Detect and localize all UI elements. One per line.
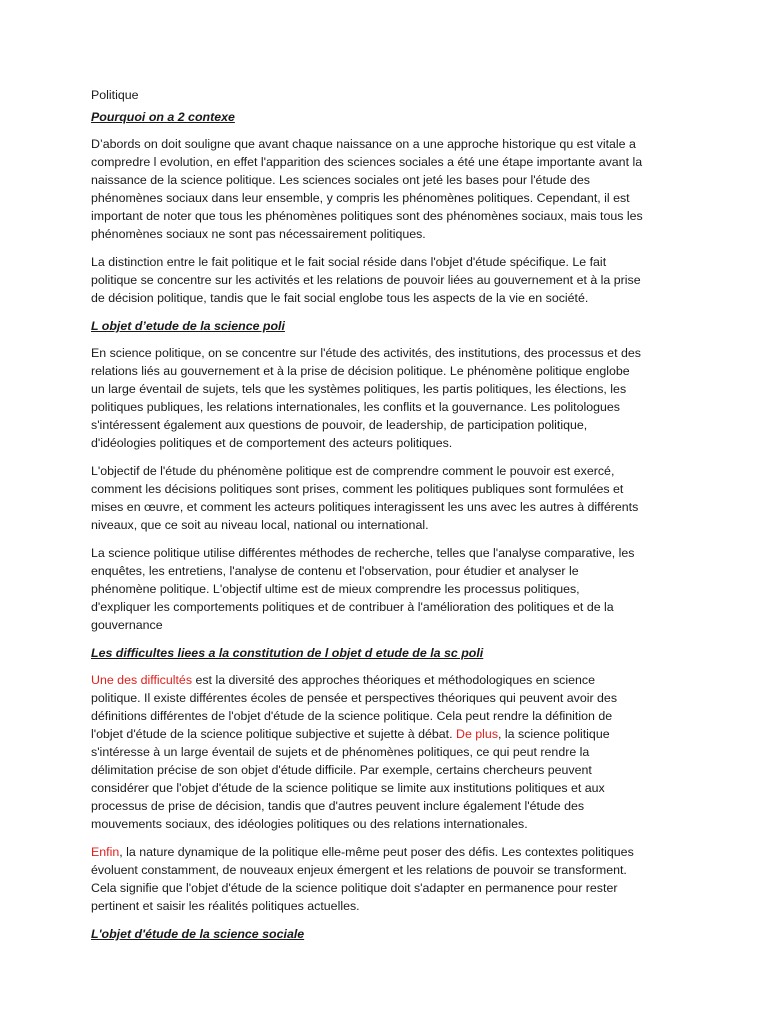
paragraph xyxy=(91,135,681,243)
paragraph-text: D’abords on doit souligne que avant chaque naissance on a une approche historique qu est vitale a compredre l evolution, en effet l'apparition des sciences sociales a été une étape importante avant la naissance de la science politique. Les sciences sociales ont jeté les bases pour l'étude des phénomènes sociaux dans leur ensemble, y compris les phénomènes politiques. Cependant, il est important de noter que tous les phénomènes politiques sont des phénomènes sociaux, mais tous les phénomènes sociaux ne sont pas nécessairement politiques. xyxy=(91,137,643,241)
paragraph-text: La distinction entre le fait politique et le fait social réside dans l'objet d'étude spécifique. Le fait politique se concentre sur les activités et les relations de pouvoir liées au gouvernement et à la prise de décision politique, tandis que le fait social englobe tous les aspects de la vie en société. xyxy=(91,255,641,305)
document-title: Politique xyxy=(91,88,139,102)
paragraph-text: , la nature dynamique de la politique elle-même peut poser des défis. Les contextes politiques évoluent constamment, de nouveaux enjeux émergent et les relations de pouvoir se transforment. Cela signifie que l'objet d'étude de la science politique doit s'adapter en permanence pour rester pertinent et saisir les réalités politiques actuelles. xyxy=(91,845,634,913)
section-heading: Pourquoi on a 2 contexe xyxy=(91,110,235,124)
highlighted-phrase: De plus xyxy=(456,727,499,741)
highlighted-phrase: Enfin xyxy=(91,845,120,859)
section-heading: L'objet d'étude de la science sociale xyxy=(91,927,305,941)
paragraph-text: La science politique utilise différentes méthodes de recherche, telles que l'analyse comparative, les enquêtes, les entretiens, l'analyse de contenu et l'observation, pour étudier et analyser le phénomène politique. L'objectif ultime est de mieux comprendre les processus politiques, d'expliquer les comportements politiques et de contribuer à l'amélioration des politiques et de la gouvernance xyxy=(91,546,635,632)
paragraph-text: , la science politique s'intéresse à un large éventail de sujets et de phénomènes politiques, ce qui peut rendre la délimitation précise de son objet d'étude difficile. Par exemple, certains chercheurs peuvent considérer que l'objet d'étude de la science politique se limite aux institutions politiques et aux processus de prise de décision, tandis que d'autres peuvent inclure également l'étude des mouvements sociaux, des idéologies politiques ou des relations internationales. xyxy=(91,727,610,831)
highlighted-phrase: Une des difficultés xyxy=(91,673,193,687)
paragraph xyxy=(91,344,681,452)
section-heading: Les difficultes liees a la constitution de l objet d etude de la sc poli xyxy=(91,646,484,660)
paragraph xyxy=(91,843,681,915)
document-page xyxy=(91,86,681,952)
section-heading: L objet d’etude de la science poli xyxy=(91,319,285,333)
paragraph xyxy=(91,544,681,634)
paragraph xyxy=(91,253,681,307)
paragraph-text: En science politique, on se concentre sur l'étude des activités, des institutions, des processus et des relations liés au gouvernement et à la prise de décision politique. Le phénomène politique englobe un large éventail de sujets, tels que les systèmes politiques, les partis politiques, les élections, les politiques publiques, les relations internationales, les conflits et la gouvernance. Les politologues s'intéressent également aux questions de pouvoir, de leadership, de participation politique, d'idéologies politiques et de comportement des acteurs politiques. xyxy=(91,346,641,450)
document-body xyxy=(91,108,681,943)
paragraph xyxy=(91,671,681,833)
paragraph xyxy=(91,462,681,534)
paragraph-text: est la diversité des approches théoriques et méthodologiques en science politique. Il existe différentes écoles de pensée et perspectives théoriques qui peuvent avoir des définitions différentes de l'objet d'étude de la science politique. Cela peut rendre la définition de l'objet d'étude de la science politique subjective et sujette à débat. xyxy=(91,673,618,741)
paragraph-text: L'objectif de l'étude du phénomène politique est de comprendre comment le pouvoir est exercé, comment les décisions politiques sont prises, comment les politiques publiques sont formulées et mises en œuvre, et comment les acteurs politiques interagissent les uns avec les autres à différents niveaux, que ce soit au niveau local, national ou international. xyxy=(91,464,639,532)
